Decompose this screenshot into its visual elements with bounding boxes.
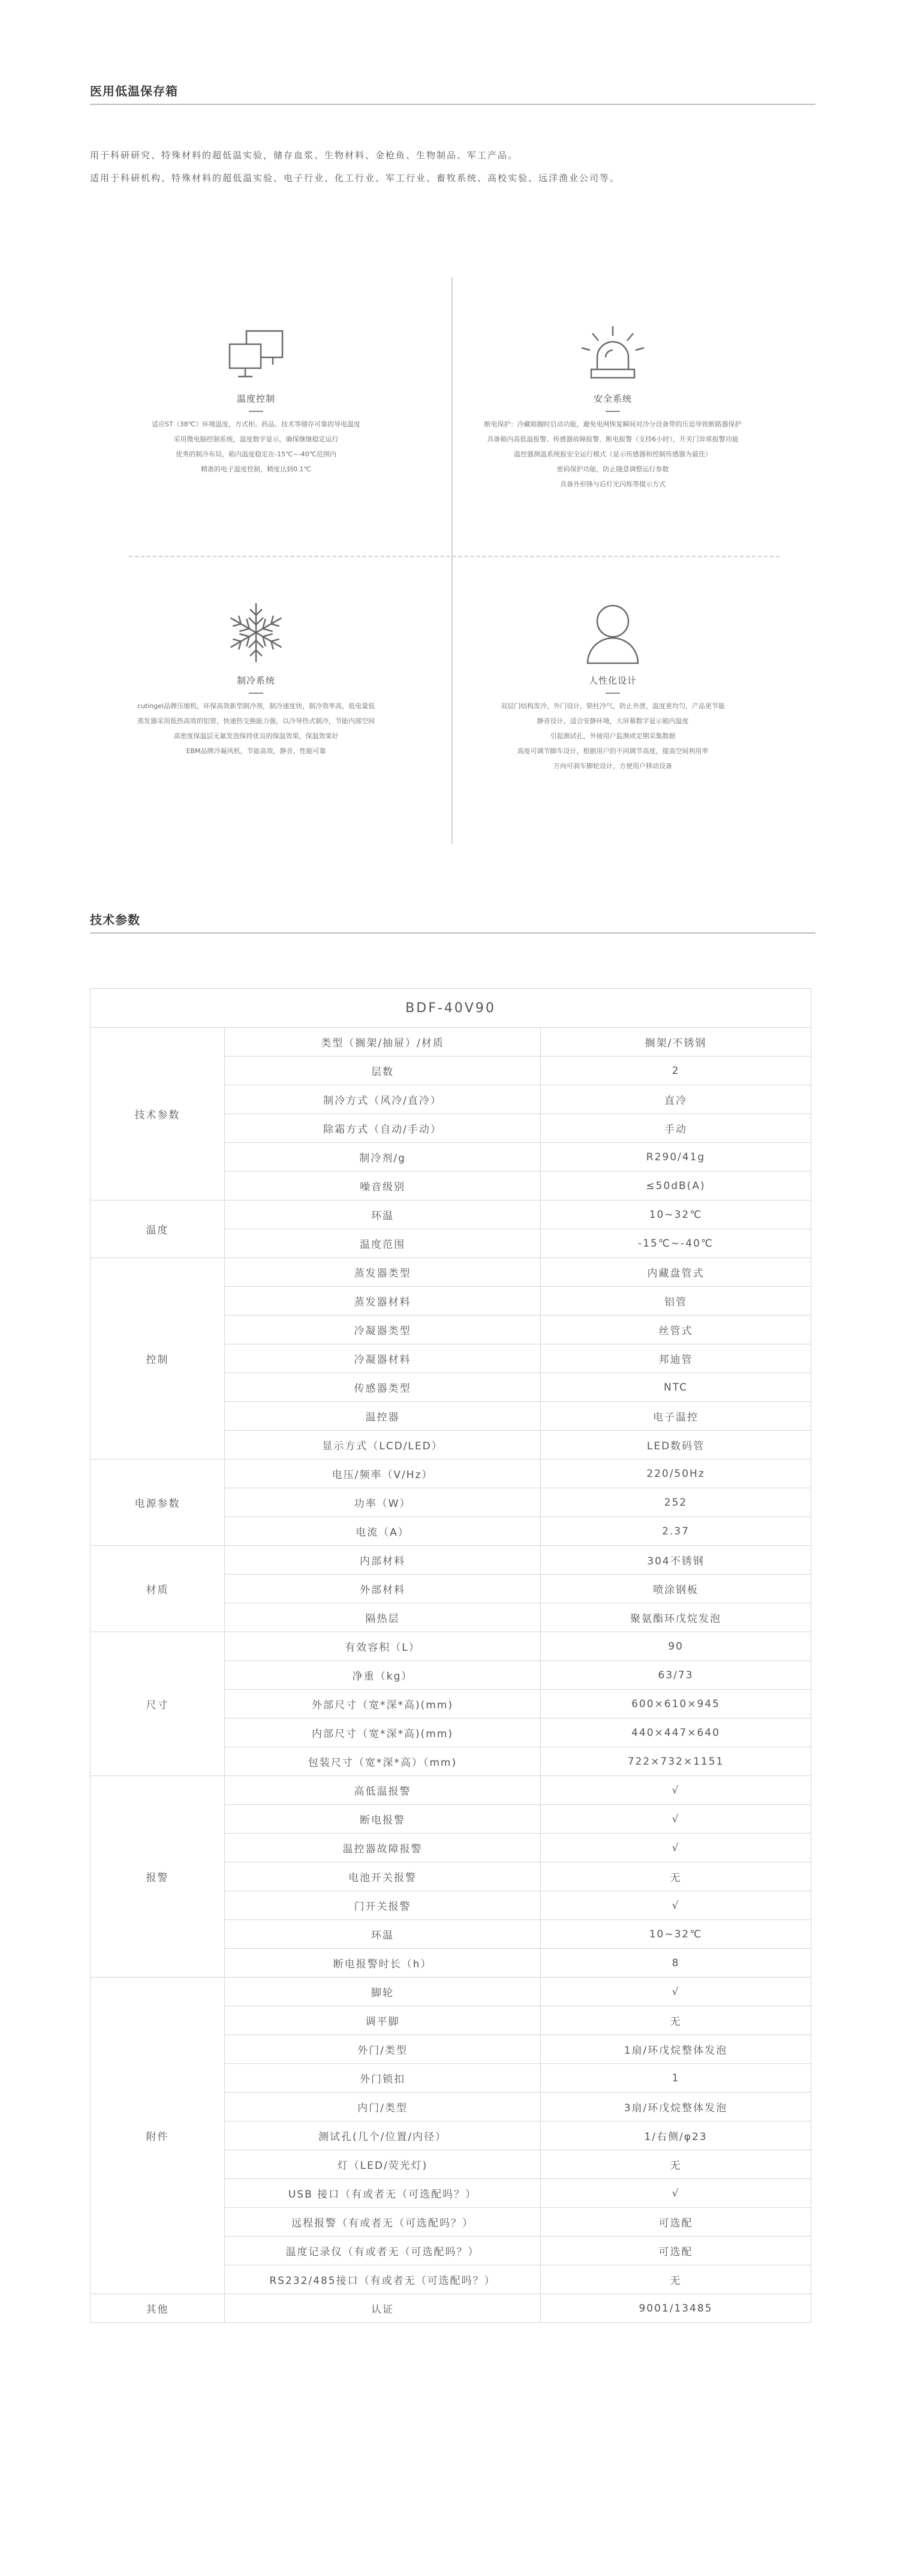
spec-label: 认证 <box>225 2294 541 2323</box>
spec-value: 可选配 <box>541 2208 811 2237</box>
spec-label: 内门/类型 <box>225 2093 541 2121</box>
spec-value: 无 <box>541 2265 811 2294</box>
spec-label: 传感器类型 <box>225 1373 541 1402</box>
spec-label: 断电报警 <box>225 1805 541 1834</box>
spec-value: 9001/13485 <box>541 2294 811 2323</box>
spec-value: 2.37 <box>541 1517 811 1546</box>
spec-label: 环温 <box>225 1920 541 1949</box>
spec-label: 冷凝器材料 <box>225 1344 541 1373</box>
spec-value: 90 <box>541 1632 811 1661</box>
feature-desc-line: 双层门结构发冷，外门设计，锁柱冷气，防止外泄，温度更均匀，产品更节能 <box>501 702 725 710</box>
spec-value: 喷涂钢板 <box>541 1575 811 1603</box>
spec-value: √ <box>541 1891 811 1920</box>
spec-label: 外部材料 <box>225 1575 541 1603</box>
feature-desc-line: 优秀的制冷布局，箱内温度稳定在-15℃~-40℃范围内 <box>176 450 336 458</box>
intro-line-2: 适用于科研机构、特殊材料的超低温实验、电子行业、化工行业、军工行业、畜牧系统、高校实验、远洋渔业公司等。 <box>90 173 621 183</box>
feature-underline <box>606 411 620 412</box>
feature-refrigeration-system <box>76 600 436 759</box>
table-row <box>91 1776 811 1805</box>
spec-value: 无 <box>541 2006 811 2035</box>
spec-label: 层数 <box>225 1057 541 1085</box>
feature-underline <box>249 693 263 694</box>
spec-label: 电池开关报警 <box>225 1862 541 1891</box>
spec-label: 脚轮 <box>225 1978 541 2006</box>
feature-safety-system <box>433 318 793 492</box>
feature-temperature-control <box>76 318 436 477</box>
spec-label: 制冷方式（风冷/直冷） <box>225 1085 541 1114</box>
spec-value: 直冷 <box>541 1085 811 1114</box>
spec-value: 10~32℃ <box>541 1200 811 1229</box>
spec-value: 1 <box>541 2064 811 2093</box>
feature-title: 安全系统 <box>593 393 632 404</box>
spec-label: 内部尺寸（宽*深*高)(mm) <box>225 1719 541 1747</box>
feature-description <box>76 699 436 759</box>
group-label: 尺寸 <box>91 1632 225 1776</box>
table-row <box>91 1459 811 1488</box>
feature-underline <box>606 693 620 694</box>
alarm-light-icon <box>433 318 793 384</box>
spec-value: LED数码管 <box>541 1431 811 1459</box>
spec-label: 电压/频率（V/Hz） <box>225 1459 541 1488</box>
spec-label: 噪音级别 <box>225 1172 541 1200</box>
feature-title: 人性化设计 <box>588 675 637 686</box>
spec-label: 测试孔(几个/位置/内径） <box>225 2121 541 2150</box>
feature-description <box>76 417 436 477</box>
feature-desc-line: 温控器测温系统报安全运行模式（显示传感器和控制传感器为最佳） <box>514 450 712 458</box>
feature-title: 制冷系统 <box>236 675 275 686</box>
spec-label: 内部材料 <box>225 1546 541 1575</box>
spec-value: √ <box>541 1978 811 2006</box>
feature-title: 温度控制 <box>236 393 275 404</box>
feature-desc-line: 蒸发器采用低热高效的铝管，快速热交换能力强，以冷导热式制冷，节能内部空间 <box>137 717 375 725</box>
spec-value: 可选配 <box>541 2237 811 2265</box>
spec-value: 220/50Hz <box>541 1459 811 1488</box>
spec-value: 邦迪管 <box>541 1344 811 1373</box>
spec-label: 断电报警时长（h） <box>225 1949 541 1978</box>
spec-value: √ <box>541 2179 811 2208</box>
feature-desc-line: 采用微电脑控制系统，温度数字显示，确保继继稳定运行 <box>173 435 339 443</box>
spec-value: √ <box>541 1805 811 1834</box>
feature-description <box>433 417 793 492</box>
spec-value: 8 <box>541 1949 811 1978</box>
spec-label: 功率（W） <box>225 1488 541 1517</box>
spec-value: 1扇/环戊烷整体发泡 <box>541 2035 811 2064</box>
table-row <box>91 1028 811 1057</box>
group-label: 技术参数 <box>91 1028 225 1200</box>
feature-desc-line: 静音设计，适合安静环境，大屏幕数字显示箱内温度 <box>537 717 689 725</box>
spec-label: 温控器故障报警 <box>225 1834 541 1862</box>
feature-desc-line: 密码保护功能，防止随意调整运行参数 <box>556 465 669 473</box>
table-row <box>91 1200 811 1229</box>
spec-label: 显示方式（LCD/LED） <box>225 1431 541 1459</box>
user-icon <box>433 600 793 666</box>
spec-value: 10~32℃ <box>541 1920 811 1949</box>
spec-label: RS232/485接口（有或者无（可选配吗？） <box>225 2265 541 2294</box>
spec-value: 600×610×945 <box>541 1690 811 1719</box>
spec-value: 铝管 <box>541 1287 811 1316</box>
group-label: 附件 <box>91 1978 225 2294</box>
spec-value: 252 <box>541 1488 811 1517</box>
feature-desc-line: 适应ST（38℃）环境温度，方式柜。药品、技术等储存可靠的导电温度 <box>151 420 361 428</box>
spec-label: 制冷剂/g <box>225 1143 541 1172</box>
feature-desc-line: 具备箱内高低温报警、传感器故障报警、断电报警（支持6小时），开关门异常报警功能 <box>487 435 739 443</box>
spec-value: 722×732×1151 <box>541 1747 811 1776</box>
spec-label: 隔热层 <box>225 1603 541 1632</box>
feature-user-friendly-design <box>433 600 793 774</box>
spec-value: 电子温控 <box>541 1402 811 1431</box>
spec-value: 内藏盘管式 <box>541 1258 811 1287</box>
section-title-specs: 技术参数 <box>90 910 815 934</box>
spec-value: 63/73 <box>541 1661 811 1690</box>
feature-desc-line: cutingel品牌压缩机，环保高效新型制冷剂，制冷速度快，制冷效率高，低电量低 <box>137 702 375 710</box>
intro-text <box>90 144 620 189</box>
spec-value: 搁架/不锈钢 <box>541 1028 811 1057</box>
group-label: 其他 <box>91 2294 225 2323</box>
feature-desc-line: 万向可刹车脚轮设计，方便用户移动设备 <box>553 762 672 770</box>
spec-value: 440×447×640 <box>541 1719 811 1747</box>
spec-value: 聚氨酯环戊烷发泡 <box>541 1603 811 1632</box>
feature-desc-line: 断电保护：冷藏箱搁时启动功能，避免电网恢复瞬间对冷分设备带的压迫导致断路器保护 <box>484 420 742 428</box>
spec-value: 2 <box>541 1057 811 1085</box>
feature-desc-line: 高密度保温层无氟发泡保持优良的保温效果，保温效果好 <box>173 732 339 740</box>
spec-label: USB 接口（有或者无（可选配吗？） <box>225 2179 541 2208</box>
horizontal-divider <box>129 556 779 557</box>
group-label: 报警 <box>91 1776 225 1978</box>
spec-label: 门开关报警 <box>225 1891 541 1920</box>
table-row <box>91 1978 811 2006</box>
feature-desc-line: 精准的电子温度控制，精度达到0.1℃ <box>201 465 311 473</box>
feature-description <box>433 699 793 774</box>
feature-underline <box>249 411 263 412</box>
spec-label: 温度范围 <box>225 1229 541 1258</box>
spec-label: 高低温报警 <box>225 1776 541 1805</box>
spec-table <box>90 988 811 2323</box>
spec-value: 3扇/环戊烷整体发泡 <box>541 2093 811 2121</box>
table-row <box>91 1546 811 1575</box>
spec-label: 除霜方式（自动/手动） <box>225 1114 541 1143</box>
monitor-icon <box>76 318 436 384</box>
spec-label: 蒸发器类型 <box>225 1258 541 1287</box>
spec-value: 无 <box>541 2150 811 2179</box>
group-label: 电源参数 <box>91 1459 225 1546</box>
feature-desc-line: 高度可调节脚车设计，根据用户的不同调节高度，提高空间利用率 <box>517 747 709 755</box>
spec-label: 环温 <box>225 1200 541 1229</box>
spec-value: ≤50dB(A) <box>541 1172 811 1200</box>
spec-value: 1/右侧/φ23 <box>541 2121 811 2150</box>
group-label: 控制 <box>91 1258 225 1459</box>
spec-label: 包装尺寸（宽*深*高）（mm) <box>225 1747 541 1776</box>
spec-value: 手动 <box>541 1114 811 1143</box>
model-number: BDF-40V90 <box>91 989 811 1028</box>
spec-label: 温度记录仪（有或者无（可选配吗？） <box>225 2237 541 2265</box>
spec-label: 灯（LED/荧光灯) <box>225 2150 541 2179</box>
group-label: 温度 <box>91 1200 225 1258</box>
spec-value: R290/41g <box>541 1143 811 1172</box>
spec-value: NTC <box>541 1373 811 1402</box>
table-row <box>91 1258 811 1287</box>
spec-value: 304不锈钢 <box>541 1546 811 1575</box>
spec-value: -15℃~-40℃ <box>541 1229 811 1258</box>
spec-label: 温控器 <box>225 1402 541 1431</box>
spec-value: √ <box>541 1834 811 1862</box>
table-row <box>91 1632 811 1661</box>
table-row <box>91 2294 811 2323</box>
spec-label: 净重（kg） <box>225 1661 541 1690</box>
spec-value: √ <box>541 1776 811 1805</box>
spec-label: 调平脚 <box>225 2006 541 2035</box>
feature-desc-line: EBM品牌冷凝风机，节能高效，静音，性能可靠 <box>186 747 326 755</box>
section-title-product: 医用低温保存箱 <box>90 82 815 105</box>
feature-desc-line: 引起测试孔，外接用户监测或定期采集数据 <box>550 732 676 740</box>
intro-line-1: 用于科研研究、特殊材料的超低温实验，储存血浆、生物材料、金枪鱼、生物制品、军工产品。 <box>90 150 519 161</box>
spec-label: 电流（A） <box>225 1517 541 1546</box>
spec-label: 远程报警（有或者无（可选配吗？） <box>225 2208 541 2237</box>
group-label: 材质 <box>91 1546 225 1632</box>
spec-label: 冷凝器类型 <box>225 1316 541 1344</box>
spec-value: 丝管式 <box>541 1316 811 1344</box>
spec-label: 类型（搁架/抽屉）/材质 <box>225 1028 541 1057</box>
spec-label: 外门锁扣 <box>225 2064 541 2093</box>
feature-desc-line: 具备外形锋与后灯光闪烁等提示方式 <box>560 480 666 488</box>
spec-label: 外部尺寸（宽*深*高)(mm) <box>225 1690 541 1719</box>
snowflake-icon <box>76 600 436 666</box>
spec-label: 外门/类型 <box>225 2035 541 2064</box>
spec-label: 蒸发器材料 <box>225 1287 541 1316</box>
spec-label: 有效容积（L） <box>225 1632 541 1661</box>
spec-value: 无 <box>541 1862 811 1891</box>
